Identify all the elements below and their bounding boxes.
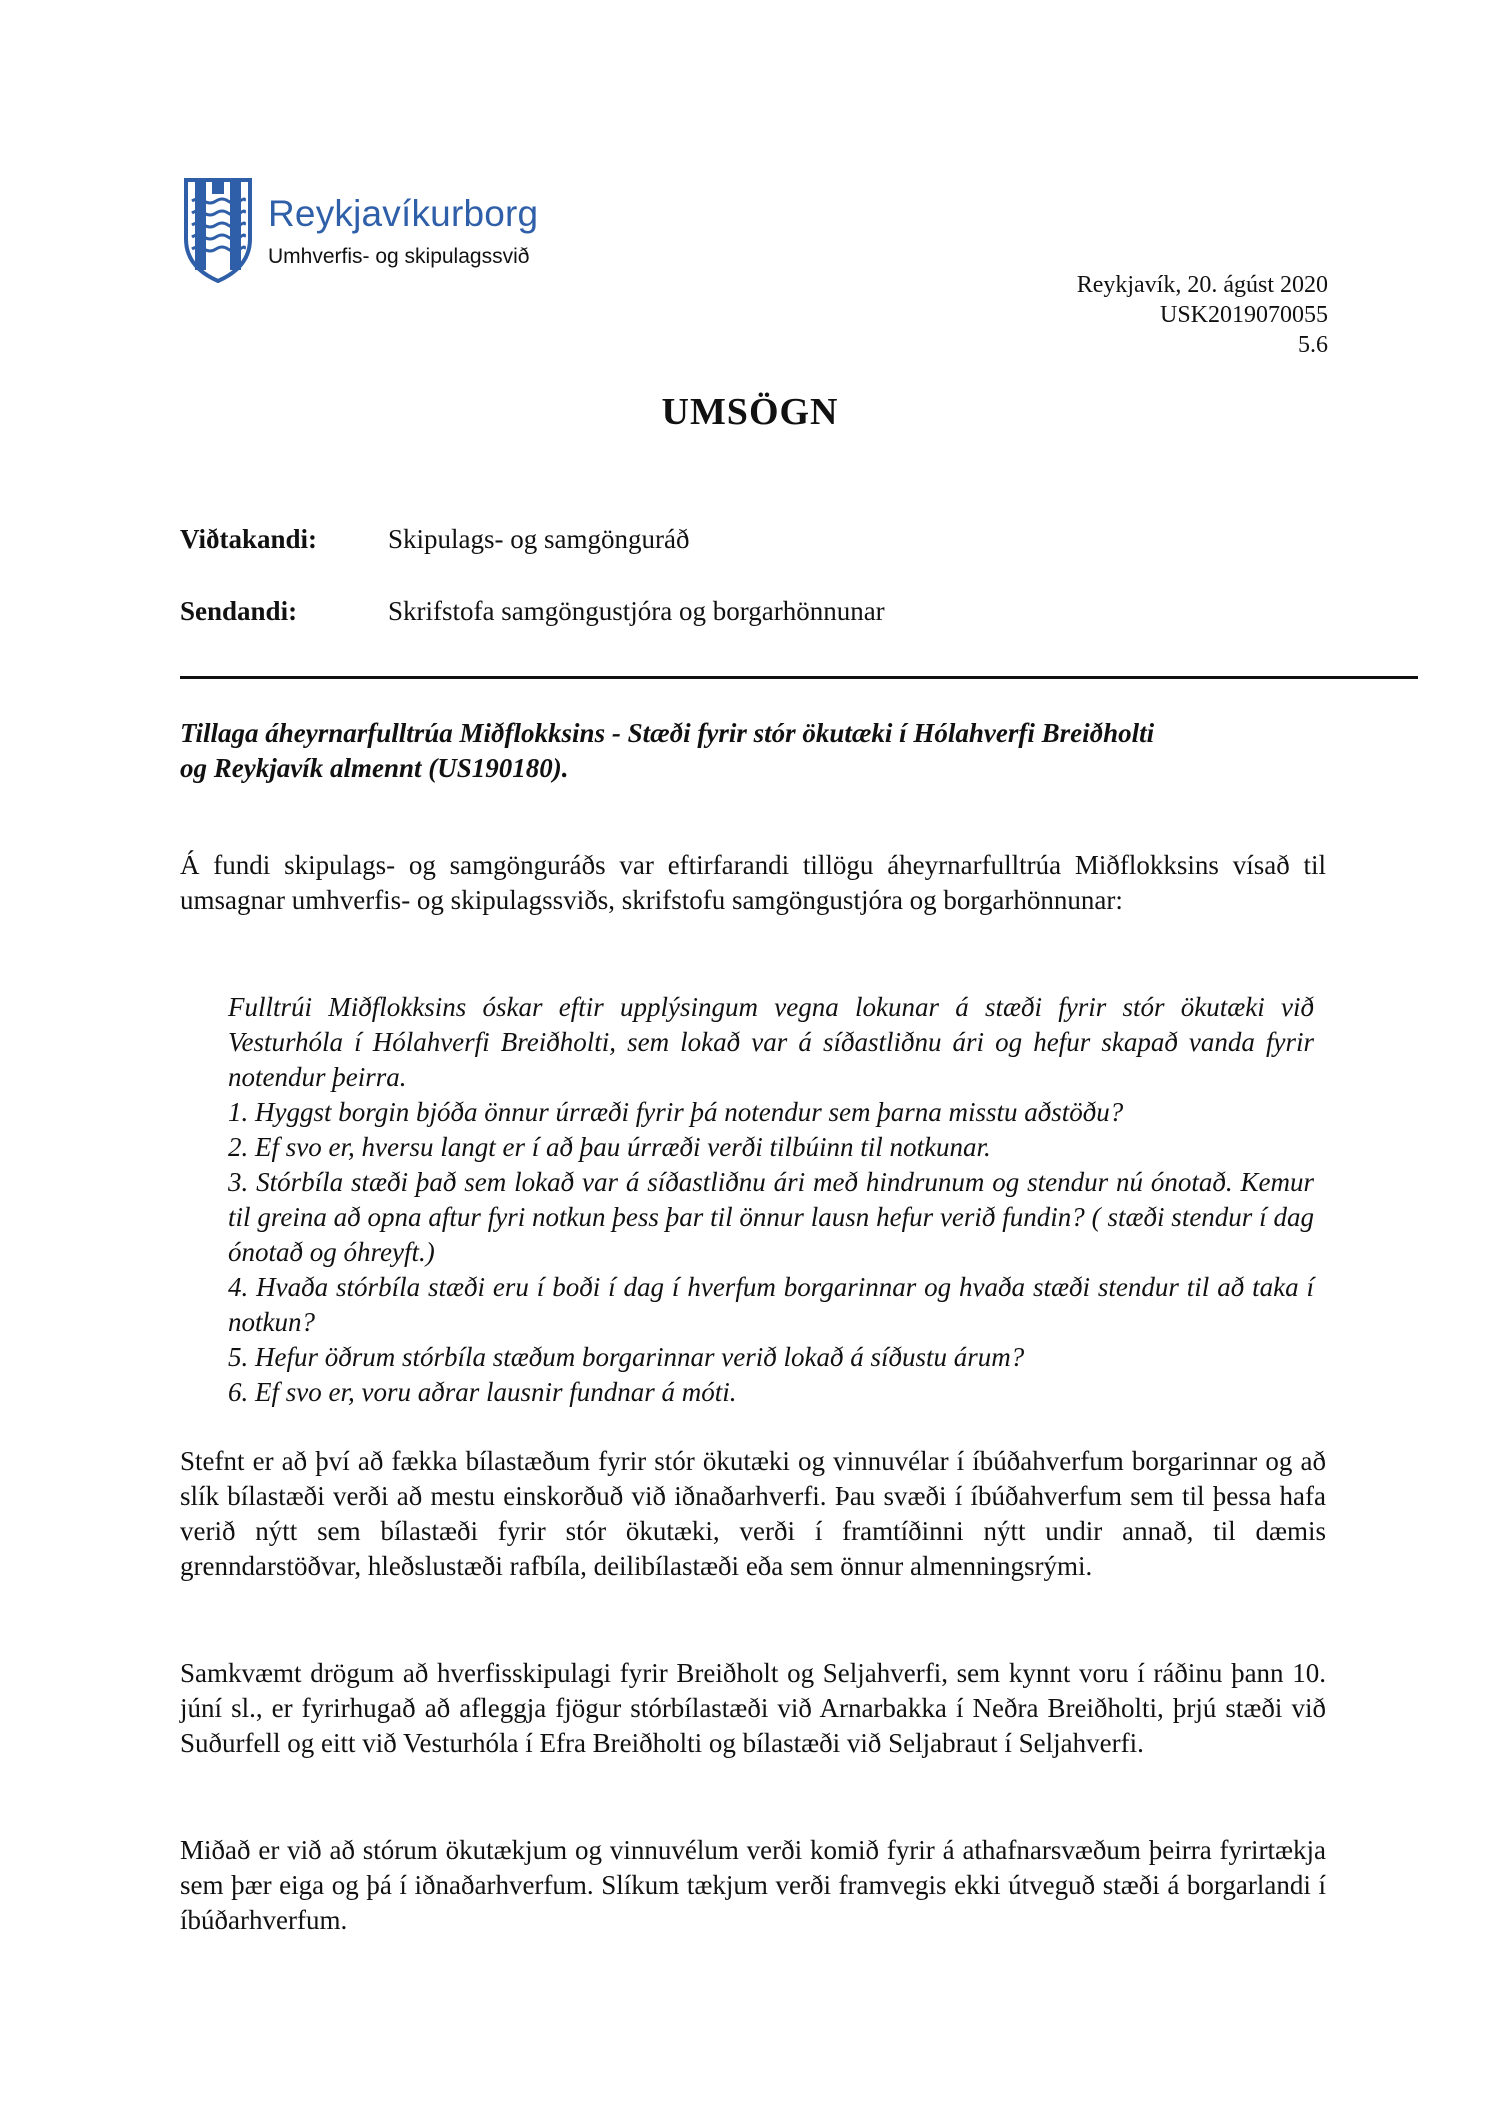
quote-item: 4. Hvaða stórbíla stæði eru í boði í dag í hverfum borgarinnar og hvaða stæði stendur til að taka í notkun? xyxy=(228,1272,1314,1337)
recipient-row xyxy=(180,524,689,555)
quote-item: 5. Hefur öðrum stórbíla stæðum borgarinnar verið lokað á síðustu árum? xyxy=(228,1342,1025,1372)
document-title: UMSÖGN xyxy=(661,391,839,433)
quote-item: 3. Stórbíla stæði það sem lokað var á síðastliðnu ári með hindrunum og stendur nú ónotað. Kemur til greina að opna aftur fyri notkun þess þar til önnur lausn hefur verið fundin? ( stæði stendur í dag ónotað og óhreyft.) xyxy=(228,1167,1314,1267)
subject-line-2: og Reykjavík almennt (US190180). xyxy=(180,753,569,783)
document-meta xyxy=(1077,270,1328,360)
org-department: Umhverfis- og skipulagssvið xyxy=(268,245,530,268)
recipient-label: Viðtakandi: xyxy=(180,524,318,554)
quote-item: 1. Hyggst borgin bjóða önnur úrræði fyrir þá notendur sem þarna misstu aðstöðu? xyxy=(228,1097,1124,1127)
case-number: USK2019070055 xyxy=(1159,302,1328,328)
quote-intro: Fulltrúi Miðflokksins óskar eftir upplýsingum vegna lokunar á stæði fyrir stór ökutæki við Vesturhóla í Hólahverfi Breiðholti, sem lokað var á síðastliðnu ári og hefur skapað vanda fyrir notendur þeirra. xyxy=(228,992,1314,1092)
sender-row xyxy=(180,596,885,627)
quote-item: 6. Ef svo er, voru aðrar lausnir fundnar á móti. xyxy=(228,1377,737,1407)
body-paragraph-1: Stefnt er að því að fækka bílastæðum fyrir stór ökutæki og vinnuvélar í íbúðahverfum borgarinnar og að slík bílastæði verði að mestu einskorðuð við iðnaðarhverfi. Þau svæði í íbúðahverfum sem til þessa hafa verið nýtt sem bílastæði fyrir stór ökutæki, verði í framtíðinni nýtt undir annað, til dæmis grenndarstöðvar, hleðslustæði rafbíla, deilibílastæði eða sem önnur almenningsrými. xyxy=(180,1446,1326,1581)
item-number: 5.6 xyxy=(1298,332,1328,358)
org-name: Reykjavíkurborg xyxy=(268,193,539,234)
recipient-value: Skipulags- og samgönguráð xyxy=(388,524,690,554)
subject-heading xyxy=(180,716,1340,786)
sender-value: Skrifstofa samgöngustjóra og borgarhönnunar xyxy=(388,596,885,626)
quoted-proposal xyxy=(228,990,1314,1410)
place-date: Reykjavík, 20. ágúst 2020 xyxy=(1076,272,1328,298)
body-paragraph-3: Miðað er við að stórum ökutækjum og vinnuvélum verði komið fyrir á athafnarsvæðum þeirra fyrirtækja sem þær eiga og þá í iðnaðarhverfum. Slíkum tækjum verði framvegis ekki útveguð stæði á borgarlandi í íbúðarhverfum. xyxy=(180,1835,1326,1935)
reykjavik-coat-of-arms-logo xyxy=(183,177,253,283)
intro-paragraph: Á fundi skipulags- og samgönguráðs var eftirfarandi tillögu áheyrnarfulltrúa Miðflokksins vísað til umsagnar umhverfis- og skipulagssviðs, skrifstofu samgöngustjóra og borgarhönnunar: xyxy=(180,850,1326,915)
body-paragraph-2: Samkvæmt drögum að hverfisskipulagi fyrir Breiðholt og Seljahverfi, sem kynnt voru í ráðinu þann 10. júní sl., er fyrirhugað að afleggja fjögur stórbílastæði við Arnarbakka í Neðra Breiðholti, þrjú stæði við Suðurfell og eitt við Vesturhóla í Efra Breiðholti og bílastæði við Seljabraut í Seljahverfi. xyxy=(180,1658,1326,1758)
divider xyxy=(180,676,1418,679)
quote-item: 2. Ef svo er, hversu langt er í að þau úrræði verði tilbúinn til notkunar. xyxy=(228,1132,991,1162)
sender-label: Sendandi: xyxy=(180,596,298,626)
subject-line-1: Tillaga áheyrnarfulltrúa Miðflokksins - Stæði fyrir stór ökutæki í Hólahverfi Breiðholti xyxy=(180,718,1155,748)
